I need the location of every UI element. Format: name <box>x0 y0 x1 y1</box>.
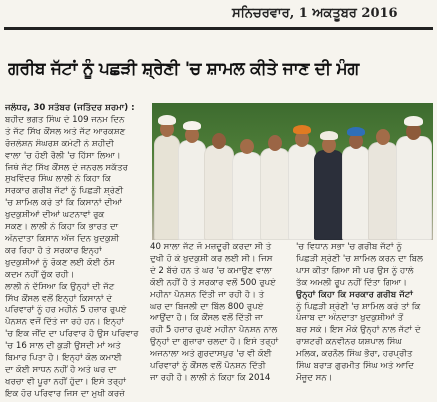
article-line: ਖੁਦਕੁਸ਼ੀਆਂ ਦੀਆਂ ਘਟਨਾਵਾਂ ਰੁਕ <box>5 210 105 221</box>
article-byline: ਜਲੰਧਰ, 30 ਸਤੰਬਰ (ਜਤਿੰਦਰ ਸ਼ਰਮਾ) : <box>5 103 135 113</box>
article-line: ਮਲਿਕ, ਕਰਨੈਲ ਸਿੰਘ ਭੈਰਾ, ਹਰਪ੍ਰੀਤ <box>296 349 413 360</box>
article-column-3 <box>296 242 434 402</box>
article-line: ਵਾਲਾ 'ਚ ਹੋਈ ਰੈਲੀ 'ਚ ਹਿੱਸਾ ਲਿਆ। <box>5 150 121 161</box>
article-line: ਮੌਜੂਦ ਸਨ। <box>296 372 333 383</box>
article-line: ਪਿਛੜੀ ਸ਼੍ਰੇਣੀ 'ਚ ਸ਼ਾਮਿਲ ਕਰਨ ਦਾ ਬਿਲ <box>296 253 423 264</box>
article-line: ਉਨ੍ਹਾਂ ਦਾ ਗੁਜ਼ਾਰਾ ਚਲਦਾ ਹੈ। ਇਸੇ ਤਰ੍ਹਾਂ <box>150 337 279 348</box>
article-line: ਸਿੰਘ ਬਰਾੜ ਗੁਰਮੀਤ ਸਿੰਘ ਅਤੇ ਆਦਿ <box>296 361 414 372</box>
article-line: ਆਉਂਦਾ ਹੈ। ਕਿ ਕੌਂਸਲ ਵਲੋਂ ਦਿੱਤੀ ਜਾ <box>150 313 263 324</box>
article-line: 'ਚ ਵਿਧਾਨ ਸਭਾ 'ਚ ਗਰੀਬ ਜੱਟਾਂ ਨੂੰ <box>296 242 402 252</box>
article-line: ਦਾ ਕੋਈ ਸਾਧਨ ਨਹੀਂ ਹੈ ਅਤੇ ਘਰ ਦਾ <box>5 364 117 375</box>
header-rule <box>4 27 433 30</box>
article-line: ਦੇ 2 ਬੱਚੇ ਹਨ ਤੇ ਘਰ 'ਚ ਕਮਾਉਣ ਵਾਲਾ <box>150 265 273 276</box>
article-line: ਪੈਨਸ਼ਨ ਵਜੋਂ ਦਿੱਤੇ ਜਾ ਰਹੇ ਹਨ। ਇਨ੍ਹਾਂ <box>5 317 125 328</box>
article-line: ਦੁਖੀ ਹੋ ਕੇ ਖੁਦਕੁਸ਼ੀ ਕਰ ਲਈ ਸੀ। ਜਿਸ <box>150 253 273 264</box>
article-line: ਕਦਮ ਨਹੀਂ ਚੁੱਕ ਰਹੀ। <box>5 269 75 280</box>
group-photo <box>152 103 433 240</box>
article-line: ਅਜਨਾਲਾ ਅਤੇ ਗੁਰਦਾਸਪੁਰ 'ਚ ਵੀ ਕੋਈ <box>150 349 272 360</box>
article-line: ਖਰਚਾ ਵੀ ਪੂਰਾ ਨਹੀਂ ਹੁੰਦਾ। ਇਸੇ ਤਰ੍ਹਾਂ <box>5 376 126 387</box>
article-line: ਕੋਈ ਨਹੀਂ ਹੈ ਤੇ ਸਰਕਾਰ ਵਲੋਂ 500 ਰੁਪਏ <box>150 277 276 288</box>
article-line: ਘਰ ਦਾ ਬਿਜਲੀ ਦਾ ਬਿੱਲ 800 ਰੁਪਏ <box>150 301 264 312</box>
article-line: 'ਚ 16 ਸਾਲ ਦੀ ਕੁੜੀ ਉਸਦੀ ਮਾਂ ਅਤੇ <box>5 341 121 352</box>
article-line: ਬਹੀਦ ਭਗਤ ਸਿੰਘ ਦੇ 109 ਜਨਮ ਦਿਨ <box>5 114 125 125</box>
article-line: ਖੁਦਕੁਸ਼ੀਆਂ ਨੂੰ ਰੋਕਣ ਲਈ ਕੋਈ ਠੋਸ <box>5 257 115 268</box>
article-line: ਰਾਸ਼ਟਰੀ ਕਨਵੀਨਰ ਯਸ਼ਪਾਲ ਸਿੰਘ <box>296 337 402 348</box>
article-line: ਜਿਥੇ ਜੱਟ ਸਿੱਖ ਕੌਂਸਲ ਦੇ ਜਨਰਲ ਸਕੱਤਰ <box>5 162 128 173</box>
article-line: ਸਕਣ। ਲਾਲੀ ਨੇ ਕਿਹਾ ਕਿ ਭਾਰਤ ਦਾ <box>5 222 119 233</box>
article-line: 'ਚ ਸ਼ਾਮਿਲ ਕਰੇ ਤਾਂ ਕਿ ਕਿਸਾਨਾਂ ਦੀਆਂ <box>5 198 122 209</box>
article-headline: ਗਰੀਬ ਜੱਟਾਂ ਨੂੰ ਪਛੜੀ ਸ਼੍ਰੇਣੀ 'ਚ ਸ਼ਾਮਲ ਕੀਤੇ ਜਾਣ ਦੀ ਮੰਗ <box>8 59 359 79</box>
article-line: ਪਰਿਵਾਰਾਂ ਨੂੰ ਕੌਂਸਲ ਵਲੋਂ ਪੈਨਸ਼ਨ ਦਿੱਤੀ <box>150 361 266 372</box>
article-line: ਪੰਜਾਬ ਦਾ ਅੰਨਦਾਤਾ ਖੁਦਕੁਸ਼ੀਆਂ ਤੋਂ <box>296 313 404 324</box>
article-line: ਲਾਲੀ ਨੇ ਦੱਸਿਆ ਕਿ ਉਨ੍ਹਾਂ ਦੀ ਜੱਟ <box>5 281 115 292</box>
page-dateline: ਸਨਿਚਰਵਾਰ, 1 ਅਕਤੂਬਰ 2016 <box>232 6 398 21</box>
article-column-2 <box>150 242 290 402</box>
article-line: ਬਿਮਾਰ ਪਿਤਾ ਹੈ। ਇਨ੍ਹਾਂ ਕੋਲ ਕਮਾਈ <box>5 353 122 364</box>
article-line: ਕਰ ਰਿਹਾ ਹੈ ਤੇ ਸਰਕਾਰ ਇਨ੍ਹਾਂ <box>5 245 102 256</box>
article-line: ਸੁਖਵਿੰਦਰ ਸਿੰਘ ਲਾਲੀ ਨੇ ਕਿਹਾ ਕਿ <box>5 174 111 185</box>
article-line: ਸਿੱਖ ਕੌਂਸਲ ਵਲੋਂ ਇਨ੍ਹਾਂ ਕਿਸਾਨਾਂ ਦੇ <box>5 293 113 304</box>
article-line: ਤੱਕ ਅਮਲੀ ਰੂਪ ਨਹੀਂ ਦਿੱਤਾ ਗਿਆ। <box>296 277 407 288</box>
article-line: ਇਕ ਹੋਰ ਪਰਿਵਾਰ ਜਿਸ ਦਾ ਮੁਖੀ ਕਰਜ਼ੇ <box>5 388 125 399</box>
article-line: ਪਰਿਵਾਰਾਂ ਨੂੰ ਹਰ ਮਹੀਨੇ 5 ਹਜ਼ਾਰ ਰੁਪਏ <box>5 305 127 316</box>
article-line: ਰੋਜ਼ਲੇਸ਼ਨ ਸੰਘਰਸ਼ ਕਮੇਟੀ ਨੇ ਸ਼ਹੀਦੀ <box>5 138 114 149</box>
article-line: 'ਚ ਇਕ ਜੀਂਦ ਦਾ ਪਰਿਵਾਰ ਹੈ ਉਸ ਪਰਿਵਾਰ <box>5 329 139 340</box>
article-line: ਬਚ ਸਕੇ। ਇਸ ਮੌਕੇ ਉਨ੍ਹਾਂ ਨਾਲ ਜੱਟਾਂ ਦੇ <box>296 325 421 336</box>
article-line: ਉਨ੍ਹਾਂ ਕਿਹਾ ਕਿ ਸਰਕਾਰ ਗਰੀਬ ਜੱਟਾਂ <box>296 289 413 300</box>
article-line: ਮਹੀਨਾ ਪੈਨਸ਼ਨ ਦਿੱਤੀ ਜਾ ਰਹੀ ਹੈ। ਤੇ <box>150 289 265 300</box>
article-line: ਨੂੰ ਪਿਛੜੀ ਸ਼੍ਰੇਣੀ 'ਚ ਸ਼ਾਮਿਲ ਕਰੇ ਤਾਂ ਕਿ <box>296 301 421 312</box>
article-line: ਪਾਸ ਕੀਤਾ ਗਿਆ ਸੀ ਪਰ ਉਸ ਨੂੰ ਹਾਲੇ <box>296 265 414 276</box>
article-line: ਸਰਕਾਰ ਗਰੀਬ ਜੱਟਾਂ ਨੂੰ ਪਿਛੜੀ ਸ਼੍ਰੇਣੀ <box>5 186 124 197</box>
article-line: ਰਹੀ 5 ਹਜ਼ਾਰ ਰੁਪਏ ਮਹੀਨਾ ਪੈਨਸ਼ਨ ਨਾਲ <box>150 325 278 336</box>
article-column-1 <box>5 103 149 401</box>
article-line: 40 ਸਾਲਾ ਜੱਟ ਜੋ ਮਜ਼ਦੂਰੀ ਕਰਦਾ ਸੀ ਤੇ <box>150 242 272 252</box>
article-line: ਤੇ ਜੱਟ ਸਿੱਖ ਕੌਂਸਲ ਅਤੇ ਜੱਟ ਆਰਕਸ਼ਣ <box>5 126 126 137</box>
article-line: ਅੰਨਦਾਤਾ ਕਿਸਾਨ ਅੱਜ ਦਿਨ ਖੁਦਕੁਸ਼ੀ <box>5 233 120 244</box>
article-line: ਜਾ ਰਹੀ ਹੈ। ਲਾਲੀ ਨੇ ਕਿਹਾ ਕਿ 2014 <box>150 372 271 383</box>
